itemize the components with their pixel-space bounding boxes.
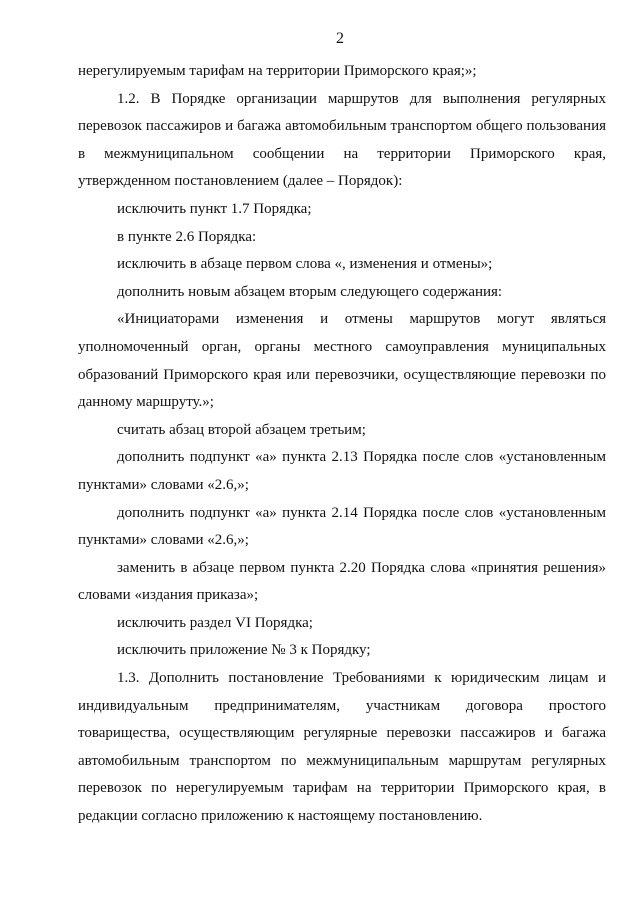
paragraph: исключить раздел VI Порядка; (117, 614, 313, 631)
paragraph: дополнить новым абзацем вторым следующего содержания: (117, 283, 503, 300)
page-number: 2 (336, 30, 344, 47)
paragraph: исключить в абзаце первом слова «, изменения и отмены»; (117, 256, 493, 273)
paragraph: в пункте 2.6 Порядка: (117, 228, 257, 245)
paragraph: исключить приложение № 3 к Порядку; (117, 642, 371, 659)
paragraph: считать абзац второй абзацем третьим; (117, 421, 366, 438)
paragraph: заменить в абзаце первом пункта 2.20 Порядка слова «принятия решения» словами «издания приказа»; (78, 559, 606, 604)
quoted-paragraph: «Инициаторами изменения и отмены маршрутов могут являться уполномоченный орган, органы местного самоуправления муниципальных образований Приморского края или перевозчики, осуществляющие перевозки по данному маршруту.»; (78, 311, 606, 411)
paragraph: 1.3. Дополнить постановление Требованиями к юридическим лицам и индивидуальным предпринимателям, участникам договора простого товарищества, осуществляющим регулярные перевозки пассажиров и багажа автомобильным транспортом по межмуниципальным маршрутам регулярных перевозок по нерегулируемым тарифам на территории Приморского края, в редакции согласно приложению к настоящему постановлению. (78, 670, 606, 825)
document-body (78, 58, 606, 831)
paragraph: нерегулируемым тарифам на территории Приморского края;»; (78, 63, 477, 79)
paragraph: дополнить подпункт «а» пункта 2.14 Порядка после слов «установленным пунктами» словами «2.6,»; (78, 504, 606, 549)
paragraph: дополнить подпункт «а» пункта 2.13 Порядка после слов «установленным пунктами» словами «2.6,»; (78, 449, 606, 493)
paragraph: 1.2. В Порядке организации маршрутов для выполнения регулярных перевозок пассажиров и багажа автомобильным транспортом общего пользования в межмуниципальном сообщении на территории Приморского края, утвержденном постановлением (далее – Порядок): (78, 90, 606, 190)
paragraph: исключить пункт 1.7 Порядка; (117, 200, 312, 217)
